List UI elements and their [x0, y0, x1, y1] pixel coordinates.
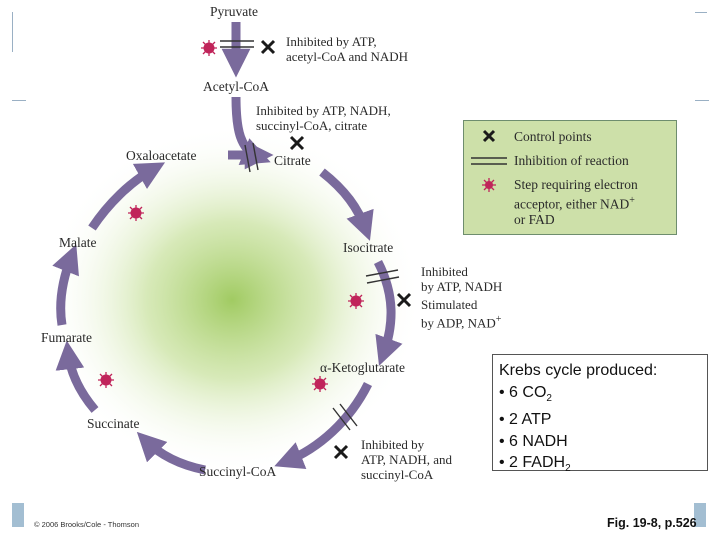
- summary-fadh-text: • 2 FADH: [499, 454, 566, 472]
- legend-electron-line-2-text: acceptor, either NAD: [514, 196, 630, 211]
- note-idh-line-4: [421, 312, 502, 330]
- note-ketoglutarate-dh-regulation: [361, 437, 452, 482]
- legend-electron-line-3: or FAD: [514, 211, 555, 227]
- note-idh-line-1: Inhibited: [421, 264, 468, 279]
- label-succinyl-coa: Succinyl-CoA: [199, 464, 277, 479]
- summary-co2: [499, 382, 707, 410]
- note-kgdh-line-3: succinyl-CoA: [361, 467, 434, 482]
- x-mark-icon: [262, 41, 274, 53]
- figure-reference: Fig. 19-8, p.526: [607, 516, 697, 530]
- label-citrate: Citrate: [274, 153, 311, 168]
- note-pdh-line-2: acetyl-CoA and NADH: [286, 49, 409, 64]
- note-kgdh-line-2: ATP, NADH, and: [361, 452, 452, 467]
- legend-inhibition-label: Inhibition of reaction: [514, 153, 629, 168]
- note-idh-line-3: Stimulated: [421, 297, 478, 312]
- summary-co2-sub: 2: [546, 392, 552, 404]
- note-pdh-line-1: Inhibited by ATP,: [286, 34, 377, 49]
- summary-fadh-sub: 2: [565, 463, 571, 475]
- summary-title: Krebs cycle produced:: [499, 362, 658, 379]
- note-idh-line-4-text: by ADP, NAD: [421, 315, 496, 331]
- label-alpha-ketoglutarate: α-Ketoglutarate: [320, 360, 406, 375]
- label-malate: Malate: [59, 235, 97, 250]
- x-mark-icon: [335, 446, 347, 458]
- inhibition-bar-icon: [471, 156, 507, 166]
- krebs-summary-box: [492, 354, 708, 475]
- legend-box: [463, 120, 677, 235]
- legend-control-points-label: Control points: [514, 129, 592, 144]
- note-isocitrate-dh-regulation: [421, 264, 502, 330]
- note-idh-line-2: by ATP, NADH: [421, 279, 503, 294]
- copyright-text: © 2006 Brooks/Cole - Thomson: [34, 520, 140, 529]
- legend-electron-line-2: [514, 193, 638, 212]
- summary-nadh: • 6 NADH: [499, 432, 568, 450]
- summary-fadh: [499, 452, 707, 480]
- x-mark-icon: [482, 129, 496, 143]
- label-succinate: Succinate: [87, 416, 140, 431]
- note-cs-line-1: Inhibited by ATP, NADH,: [256, 103, 391, 118]
- electron-acceptor-star-icon: [482, 178, 496, 192]
- label-oxaloacetate: Oxaloacetate: [126, 148, 197, 163]
- label-pyruvate: Pyruvate: [210, 4, 258, 19]
- note-pdh-regulation: [286, 34, 408, 64]
- legend-electron-line-1: Step requiring electron: [514, 177, 638, 192]
- label-acetyl-coa: Acetyl-CoA: [203, 79, 269, 94]
- label-isocitrate: Isocitrate: [343, 240, 394, 255]
- summary-atp: • 2 ATP: [499, 411, 552, 429]
- summary-co2-text: • 6 CO: [499, 383, 547, 401]
- label-fumarate: Fumarate: [41, 330, 92, 345]
- note-cs-line-2: succinyl-CoA, citrate: [256, 118, 368, 133]
- legend-row-electron-acceptor: [464, 177, 638, 227]
- legend-row-inhibition: [464, 153, 629, 169]
- note-citrate-synthase-regulation: [256, 103, 391, 133]
- note-idh-line-4-sup: +: [495, 314, 502, 325]
- legend-row-control-points: [464, 129, 592, 145]
- note-kgdh-line-1: Inhibited by: [361, 437, 425, 452]
- legend-electron-line-2-sup: +: [629, 194, 635, 206]
